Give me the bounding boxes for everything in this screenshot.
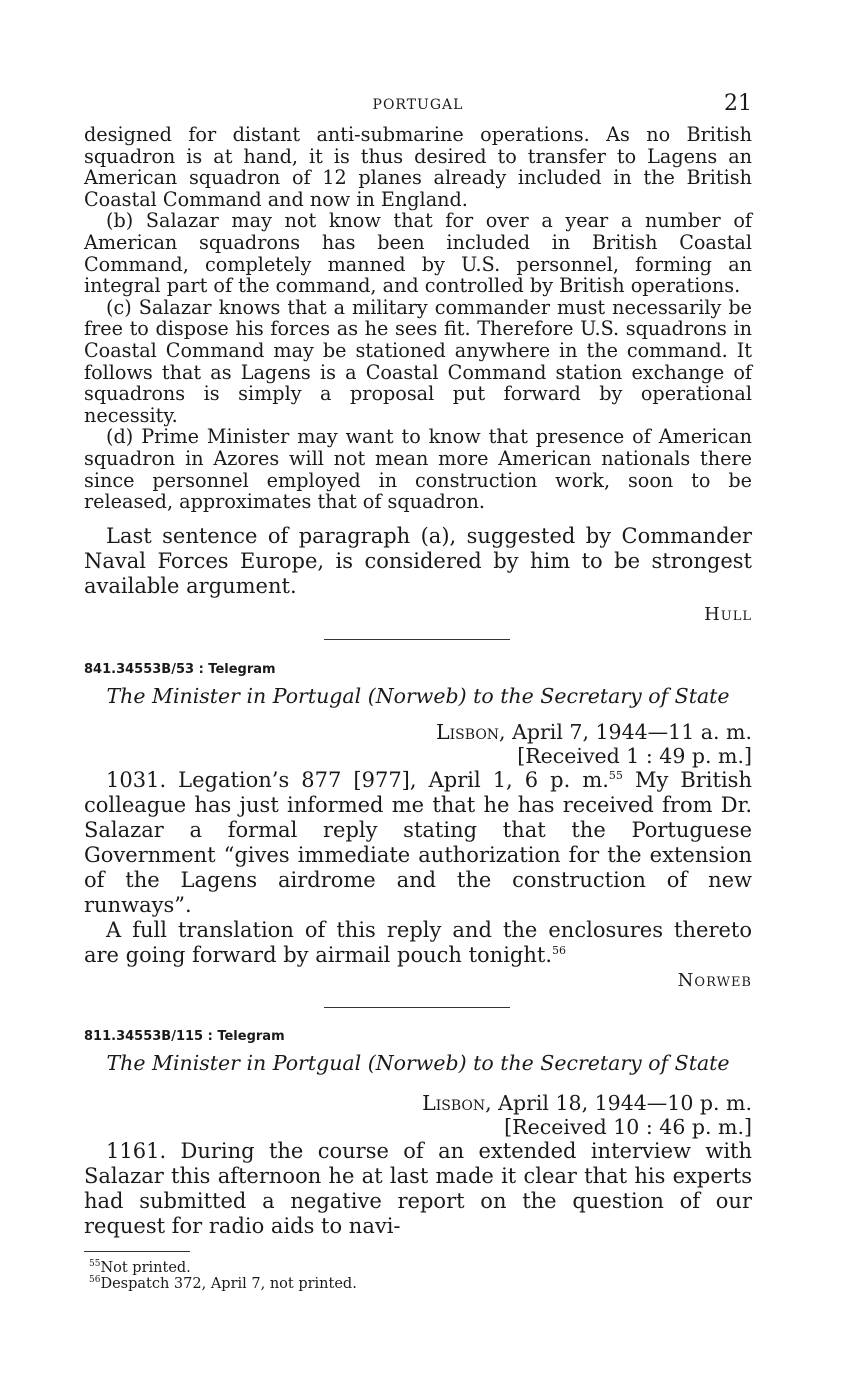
running-title: PORTUGAL — [372, 97, 464, 113]
footnote-number: 56 — [89, 1274, 101, 1285]
received-line: [Received 1 : 49 p. m.] — [517, 743, 752, 768]
dateline-date: , April 18, 1944—10 p. m. — [485, 1090, 752, 1115]
file-number: 811.34553B/115 : Telegram — [84, 1028, 285, 1044]
received-line: [Received 10 : 46 p. m.] — [504, 1114, 752, 1139]
dateline-place: Lisbon — [436, 719, 500, 744]
signature-hull: Hull — [704, 603, 752, 625]
dateline-date: , April 7, 1944—11 a. m. — [499, 719, 752, 744]
document-title: The Minister in Portugal (Norweb) to the Secretary of State — [106, 683, 730, 708]
telegram-paragraph — [84, 768, 752, 918]
footnote-divider — [84, 1251, 190, 1252]
telegram-text: A full translation of this reply and the enclosures thereto are going forward by airmail pouch tonight. — [84, 917, 752, 967]
telegram-paragraph: 1161. During the course of an extended interview with Salazar this afternoon he at last made it clear that his experts had submitted a negative report on the question of our request for radio aids to navi- — [84, 1138, 752, 1238]
section-divider — [324, 639, 510, 640]
footnote — [89, 1276, 752, 1292]
dateline — [84, 1091, 752, 1115]
running-head — [84, 88, 752, 124]
footnotes — [89, 1260, 752, 1292]
file-number: 841.34553B/53 : Telegram — [84, 661, 276, 677]
paragraph-continued: designed for distant anti-submarine operations. As no British squadron is at hand, it is thus desired to transfer to Lagens an American squadron of 12 planes already included in the British Coastal Command and now in England. — [84, 123, 752, 211]
dateline-place: Lisbon — [422, 1090, 486, 1115]
page — [84, 88, 752, 1292]
dateline — [84, 720, 752, 744]
telegram-paragraph — [84, 918, 752, 968]
section-divider — [324, 1007, 510, 1008]
signature-norweb: Norweb — [677, 969, 752, 991]
page-number: 21 — [724, 91, 752, 116]
document-title: The Minister in Portgual (Norweb) to the Secretary of State — [106, 1050, 730, 1075]
telegram-text: 1031. Legation’s 877 [977], April 1, 6 p. m. — [106, 767, 609, 792]
paragraph-d: (d) Prime Minister may want to know that presence of American squadron in Azores will not mean more American nationals there since personnel employed in construction work, soon to be released, approximates that of squadron. — [84, 425, 752, 514]
footnote-ref: 55 — [608, 768, 623, 782]
footnote-ref: 56 — [552, 943, 566, 957]
footnote-number: 55 — [89, 1258, 101, 1269]
footnote-text: Despatch 372, April 7, not printed. — [100, 1275, 357, 1292]
paragraph-b: (b) Salazar may not know that for over a year a number of American squadrons has been included in British Coastal Command, completely manned by U.S. personnel, forming an integral part of the command, and controlled by British operations. — [84, 209, 752, 298]
paragraph-closing: Last sentence of paragraph (a), suggested by Commander Naval Forces Europe, is considered by him to be strongest available argument. — [84, 523, 752, 598]
paragraph-c: (c) Salazar knows that a military commander must necessarily be free to dispose his forces as he sees fit. Therefore U.S. squadrons in Coastal Command may be stationed anywhere in the command. It follows that as Lagens is a Coastal Command station exchange of squadrons is simply a proposal put forward by operational necessity. — [84, 295, 752, 427]
telegram-text: My British colleague has just informed me that he has received from Dr. Salazar a formal reply stating that the Portuguese Government “gives immediate authorization for the extension of the Lagens airdrome and the construction of new runways”. — [84, 767, 752, 917]
footnote — [89, 1260, 752, 1276]
footnote-text: Not printed. — [100, 1259, 191, 1276]
